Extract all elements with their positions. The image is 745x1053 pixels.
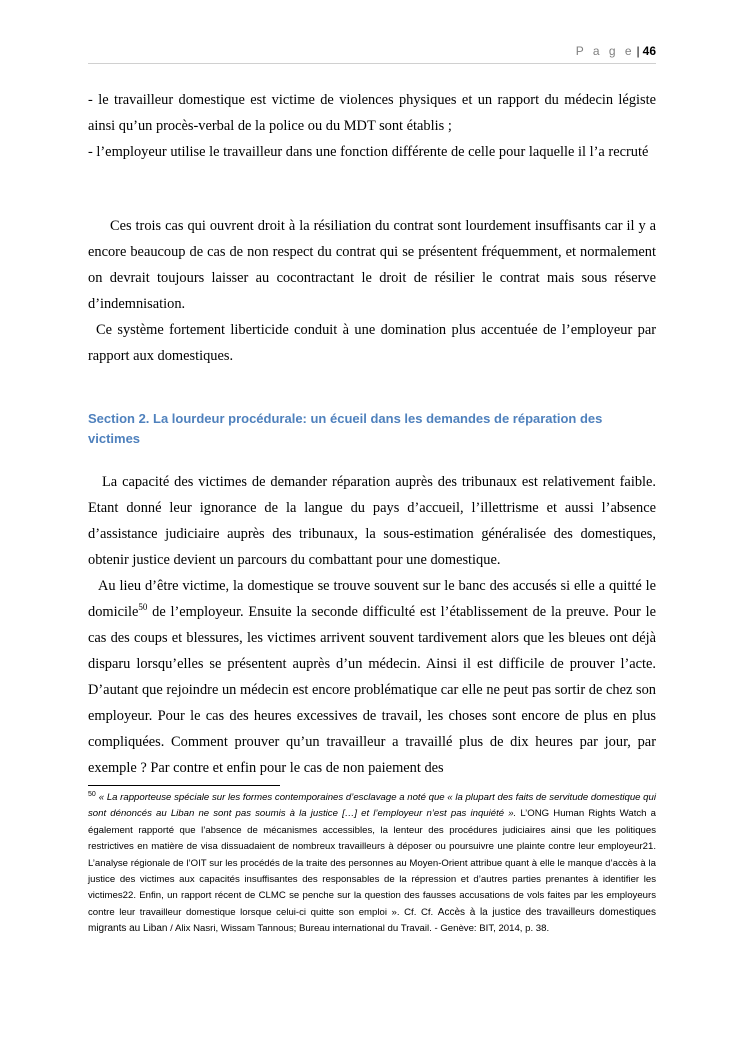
conditions-list: [88, 87, 656, 165]
footnote: [88, 790, 656, 938]
footnote-citation-tail: / Alix Nasri, Wissam Tannous; Bureau international du Travail. - Genève: BIT, 2014, p. 38.: [167, 923, 550, 935]
paragraph-insufficient-cases: Ces trois cas qui ouvrent droit à la résiliation du contrat sont lourdement insuffisants car il y a encore beaucoup de cas de non respect du contrat qui se présentent fréquemment, et normalement on devrait toujours laisser au cocontractant le droit de résilier le contrat mais sous réserve d’indemnisation.: [88, 218, 656, 312]
footnote-text: L’ONG Human Rights Watch a également rapporté que l’absence de mécanismes accessibles, la lenteur des procédures judiciaires ainsi que les politiques restrictives en matière de visa dissuadaient de nombreux travailleurs à déposer ou poursuivre une plainte contre leur employeur21. L’analyse régionale de l’OIT sur les procédés de la traite des personnes au Moyen-Orient attribue quant à elle le manque d’accès à la justice des victimes aux capacités insuffisantes des responsables de la répression et d’autres parties prenantes à identifier les victimes22. Enfin, un rapport récent de CLMC se penche sur la question des fausses accusations de vols faites par les employeurs contre leur travailleur domestique lorsque celui-ci quitte son emploi ». Cf. Cf.: [88, 808, 656, 918]
page-label: P a g e: [575, 44, 635, 58]
section-body: [88, 469, 656, 781]
footnote-reference[interactable]: 50: [138, 602, 148, 613]
page-number: 46: [642, 44, 656, 58]
header-divider: [88, 63, 656, 64]
paragraph-condition-violence: - le travailleur domestique est victime de violences physiques et un rapport du médecin légiste ainsi qu’un procès-verbal de la police ou du MDT sont établis ;: [88, 92, 656, 134]
page-header: [88, 44, 656, 61]
paragraph-victims-capacity: La capacité des victimes de demander réparation auprès des tribunaux est relativement faible. Etant donné leur ignorance de la langue du pays d’accueil, l’illettrisme et aussi l’absence d’assistance judiciaire auprès des tribunaux, la sous-estimation généralisée des domestiques, obtenir justice devient un parcours du combattant pour une domestique.: [88, 474, 656, 568]
analysis-block: [88, 213, 656, 369]
footnote-number: 50: [88, 790, 96, 798]
paragraph-text-before-ref: Au lieu d’être victime, la domestique se trouve souvent sur le banc des accusés si elle a quitté le domicile: [88, 578, 656, 620]
footnote-book-title: Accès à la justice des travailleurs domestiques migrants au Liban: [88, 906, 656, 935]
section-heading: Section 2. La lourdeur procédurale: un écueil dans les demandes de réparation des victimes: [88, 411, 603, 446]
paragraph-burden-of-proof: [88, 573, 656, 781]
page-separator: |: [636, 44, 640, 58]
paragraph-text-after-ref: de l’employeur. Ensuite la seconde difficulté est l’établissement de la preuve. Pour le cas des coups et blessures, les victimes arrivent souvent tardivement alors que les bleues ont déjà disparu lorsqu’elles se présentent auprès d’un médecin. Ainsi il est difficile de prouver l’acte. D’autant que rejoindre un médecin est encore problématique car elle ne peut pas sortir de chez son employeur. Pour le cas des heures excessives de travail, les choses sont encore de plus en plus compliquées. Comment prouver qu’un travailleur a travaillé plus de dix heures par jour, par exemple ? Par contre et enfin pour le cas de non paiement des: [88, 604, 656, 776]
paragraph-liberticide-system: Ce système fortement liberticide conduit à une domination plus accentuée de l’employeur par rapport aux domestiques.: [88, 322, 656, 364]
footnote-separator: [88, 785, 280, 786]
paragraph-condition-function: - l’employeur utilise le travailleur dans une fonction différente de celle pour laquelle il l’a recruté: [88, 144, 649, 160]
footnote-quote: « La rapporteuse spéciale sur les formes contemporaines d’esclavage a noté que « la plupart des faits de servitude domestique qui sont dénoncés au Liban ne sont pas soumis à la justice […] et l’employeur n’est pas inquiété ».: [88, 792, 656, 820]
